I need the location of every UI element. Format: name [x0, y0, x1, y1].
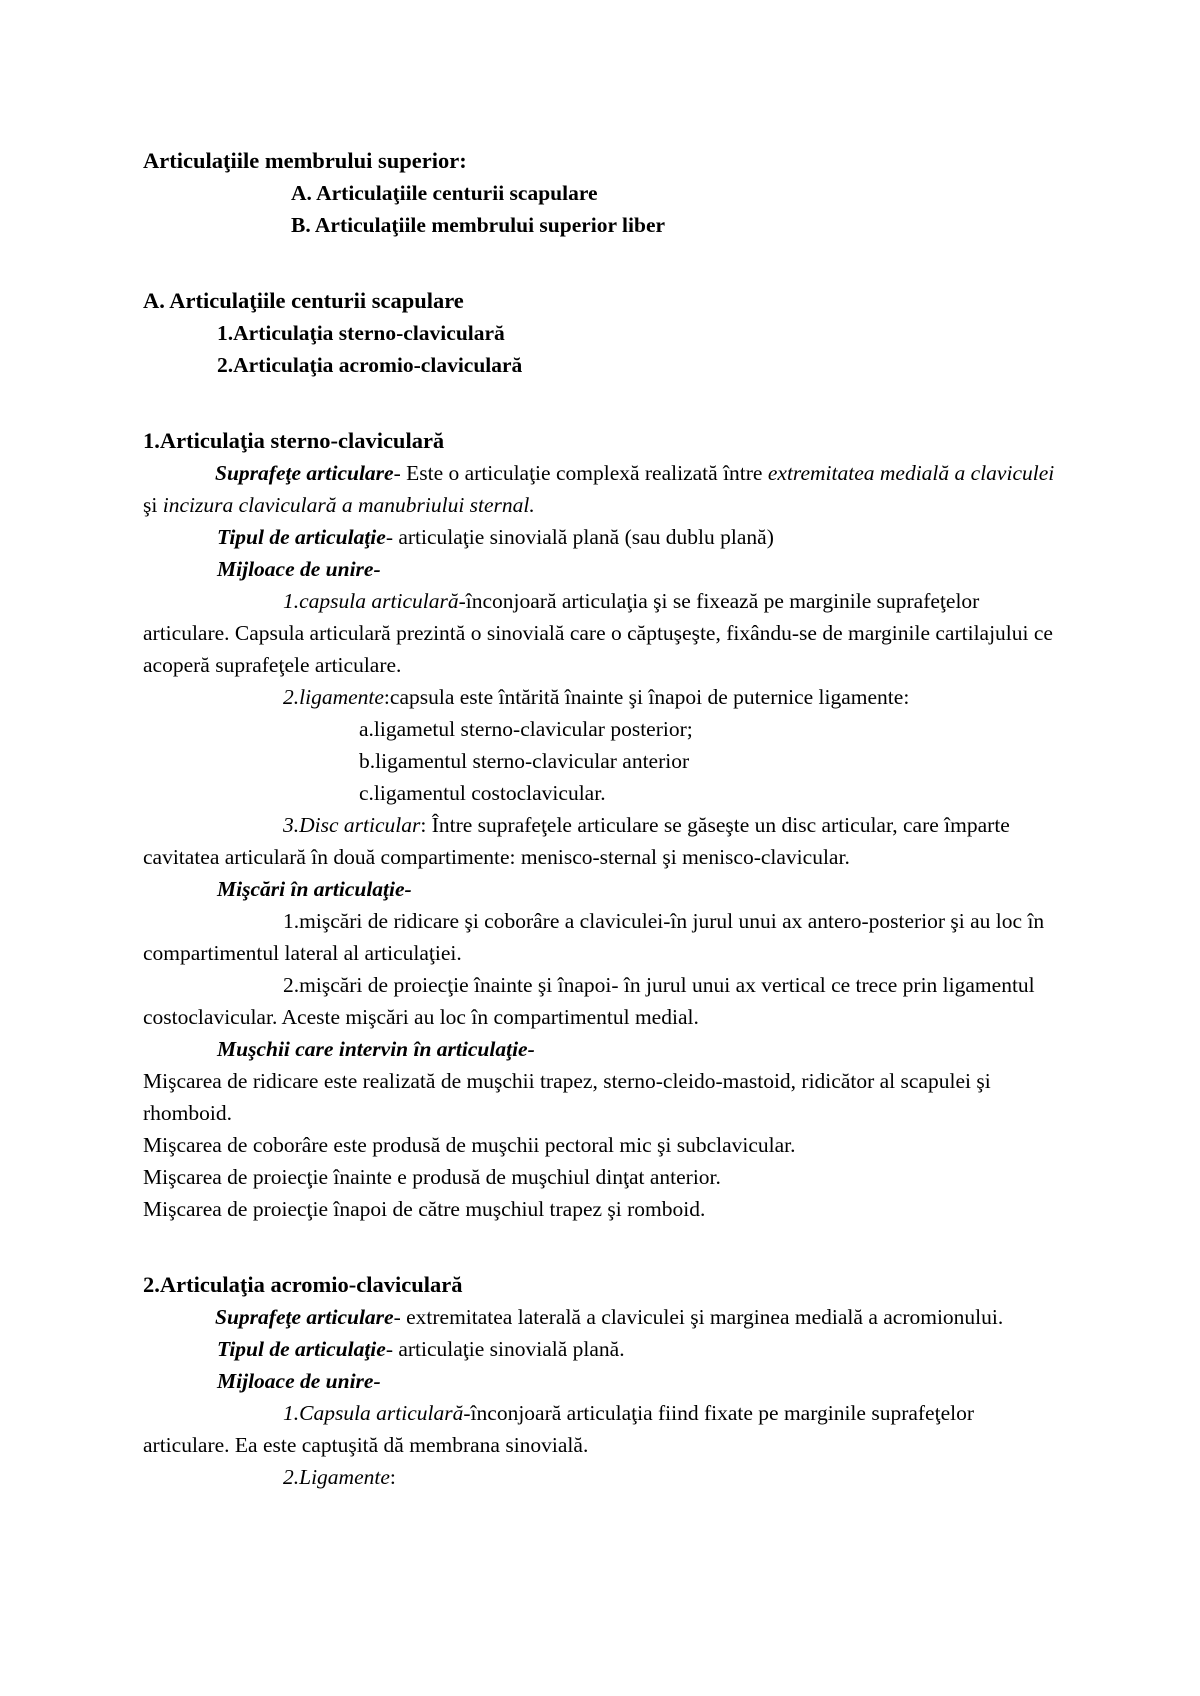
- ac-surfaces-label: Suprafeţe articulare: [215, 1305, 394, 1329]
- section-a-item-1: 1.Articulaţia sterno-claviculară: [217, 321, 505, 345]
- sc-ligament-b: b.ligamentul sterno-clavicular anterior: [359, 749, 690, 773]
- sc-muscles-1: Mişcarea de ridicare este realizată de muşchii trapez, sterno-cleido-mastoid, ridicător al scapulei şi rhomboid.: [143, 1069, 991, 1125]
- sc-surfaces-label: Suprafeţe articulare: [215, 461, 394, 485]
- ac-type-line: Tipul de articulaţie- articulaţie sinovială plană.: [217, 1337, 625, 1361]
- sc-means-label: Mijloace de unire-: [217, 557, 381, 581]
- sc-movement-1: 1.mişcări de ridicare şi coborâre a claviculei-în jurul unui ax antero-posterior şi au loc în compartimentul lateral al articulaţiei.: [143, 909, 1045, 965]
- document-title: Articulaţiile membrului superior:: [143, 148, 467, 173]
- sc-surfaces-paragraph: Suprafeţe articulare- Este o articulaţie complexă realizată între extremitatea medială a claviculei şi incizura claviculară a manubriului sternal.: [143, 461, 1055, 517]
- sc-ligaments-line: 2.ligamente:capsula este întărită înainte şi înapoi de puternice ligamente:: [283, 685, 910, 709]
- section-a-heading: A. Articulaţiile centurii scapulare: [143, 288, 464, 313]
- sc-type-line: Tipul de articulaţie- articulaţie sinovială plană (sau dublu plană): [217, 525, 774, 549]
- sc-movements-label: Mişcări în articulaţie-: [217, 877, 412, 901]
- sc-movement-2: 2.mişcări de proiecţie înainte şi înapoi- în jurul unui ax vertical ce trece prin ligamentul costoclavicular. Aceste mişcări au loc în compartimentul medial.: [143, 973, 1035, 1029]
- sterno-clavicular-heading: 1.Articulaţia sterno-claviculară: [143, 428, 445, 453]
- ac-surfaces-paragraph: Suprafeţe articulare- extremitatea laterală a claviculei şi marginea medială a acromionului.: [215, 1305, 1004, 1329]
- outline-item-b: B. Articulaţiile membrului superior liber: [291, 213, 666, 237]
- ac-type-label: Tipul de articulaţie: [217, 1337, 386, 1361]
- section-a-item-2: 2.Articulaţia acromio-claviculară: [217, 353, 523, 377]
- sc-muscles-4: Mişcarea de proiecţie înapoi de către muşchiul trapez şi romboid.: [143, 1197, 706, 1221]
- sc-disc-paragraph: 3.Disc articular: Între suprafeţele articulare se găseşte un disc articular, care împarte cavitatea articulară în două compartimente: menisco-sternal şi menisco-clavicular.: [143, 813, 1010, 869]
- sc-capsule-paragraph: 1.capsula articulară-înconjoară articulaţia şi se fixează pe marginile suprafeţelor articulare. Capsula articulară prezintă o sinovială care o căptuşeşte, fixându-se de marginile cartilajului ce acoperă suprafeţele articulare.: [143, 589, 1053, 677]
- sc-muscles-3: Mişcarea de proiecţie înainte e produsă de muşchiul dinţat anterior.: [143, 1165, 721, 1189]
- acromio-clavicular-heading: 2.Articulaţia acromio-claviculară: [143, 1272, 463, 1297]
- document-page: [143, 145, 1063, 1493]
- sc-muscles-label: Muşchii care intervin în articulaţie-: [217, 1037, 535, 1061]
- outline-item-a: A. Articulaţiile centurii scapulare: [291, 181, 598, 205]
- sc-type-label: Tipul de articulaţie: [217, 525, 386, 549]
- sc-muscles-2: Mişcarea de coborâre este produsă de muşchii pectoral mic şi subclavicular.: [143, 1133, 796, 1157]
- ac-capsule-paragraph: 1.Capsula articulară-înconjoară articulaţia fiind fixate pe marginile suprafeţelor articulare. Ea este captuşită dă membrana sinovială.: [143, 1401, 974, 1457]
- ac-means-label: Mijloace de unire-: [217, 1369, 381, 1393]
- ac-ligaments-line: 2.Ligamente:: [283, 1465, 396, 1489]
- sc-ligament-a: a.ligametul sterno-clavicular posterior;: [359, 717, 693, 741]
- sc-ligament-c: c.ligamentul costoclavicular.: [359, 781, 606, 805]
